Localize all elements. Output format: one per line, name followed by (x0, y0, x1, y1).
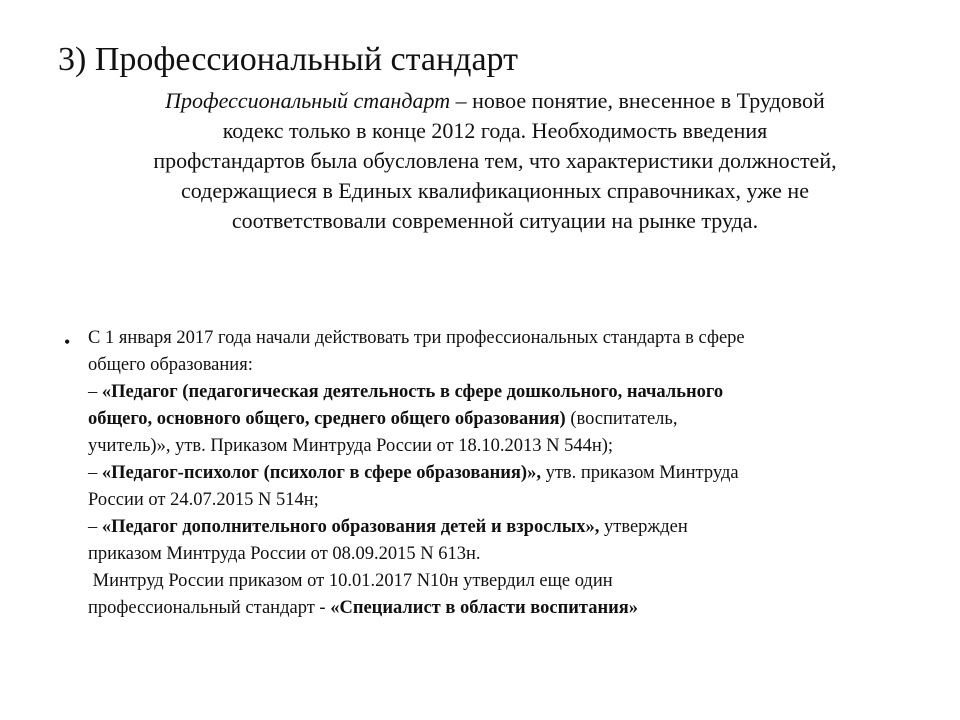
bullet-marker: • (64, 332, 71, 352)
bullet-line (88, 406, 928, 433)
bullet-text: (воспитатель, (565, 409, 678, 429)
standard-teacher-title: «Педагог (педагогическая деятельность в сфере дошкольного, начального (101, 382, 724, 402)
bullet-line: С 1 января 2017 года начали действовать три профессиональных стандарта в сфере (88, 328, 745, 348)
bullet-line: приказом Минтруда России от 08.09.2015 N 613н. (88, 544, 481, 564)
intro-paragraph (80, 86, 910, 236)
bullet-line (88, 379, 928, 406)
dash: – (88, 463, 102, 483)
dash: – (88, 382, 102, 402)
bullet-line (88, 595, 928, 622)
intro-line-1-rest: – новое понятие, внесенное в Трудовой (450, 88, 825, 113)
bullet-line: общего образования: (88, 355, 253, 375)
dash: – (88, 517, 102, 537)
bullet-line: Минтруд России приказом от 10.01.2017 N10н утвердил еще один (88, 571, 613, 591)
standard-upbringing-title: «Специалист в области воспитания» (330, 598, 639, 618)
bullet-body (88, 325, 928, 622)
bullet-line (88, 514, 928, 541)
bullet-line (88, 460, 928, 487)
standard-teacher-title-cont: общего, основного общего, среднего общего образования) (88, 409, 566, 429)
standard-psychologist-title: «Педагог-психолог (психолог в сфере образования)», (101, 463, 541, 483)
bullet-line: учитель)», утв. Приказом Минтруда России от 18.10.2013 N 544н); (88, 436, 614, 456)
bullet-text: утв. приказом Минтруда (540, 463, 739, 483)
bullet-line: России от 24.07.2015 N 514н; (88, 490, 319, 510)
bullet-text: утвержден (599, 517, 688, 537)
intro-line-2: кодекс только в конце 2012 года. Необходимость введения (222, 118, 768, 143)
standard-additional-education-title: «Педагог дополнительного образования детей и взрослых», (101, 517, 600, 537)
slide-title: 3) Профессиональный стандарт (58, 41, 518, 78)
intro-line-1 (80, 86, 910, 116)
intro-line-5: соответствовали современной ситуации на рынке труда. (231, 208, 759, 233)
bullet-text: профессиональный стандарт - (88, 598, 331, 618)
intro-term: Профессиональный стандарт (165, 88, 451, 113)
intro-line-4: содержащиеся в Единых квалификационных справочниках, уже не (181, 178, 809, 203)
intro-line-3: профстандартов была обусловлена тем, что характеристики должностей, (153, 148, 837, 173)
